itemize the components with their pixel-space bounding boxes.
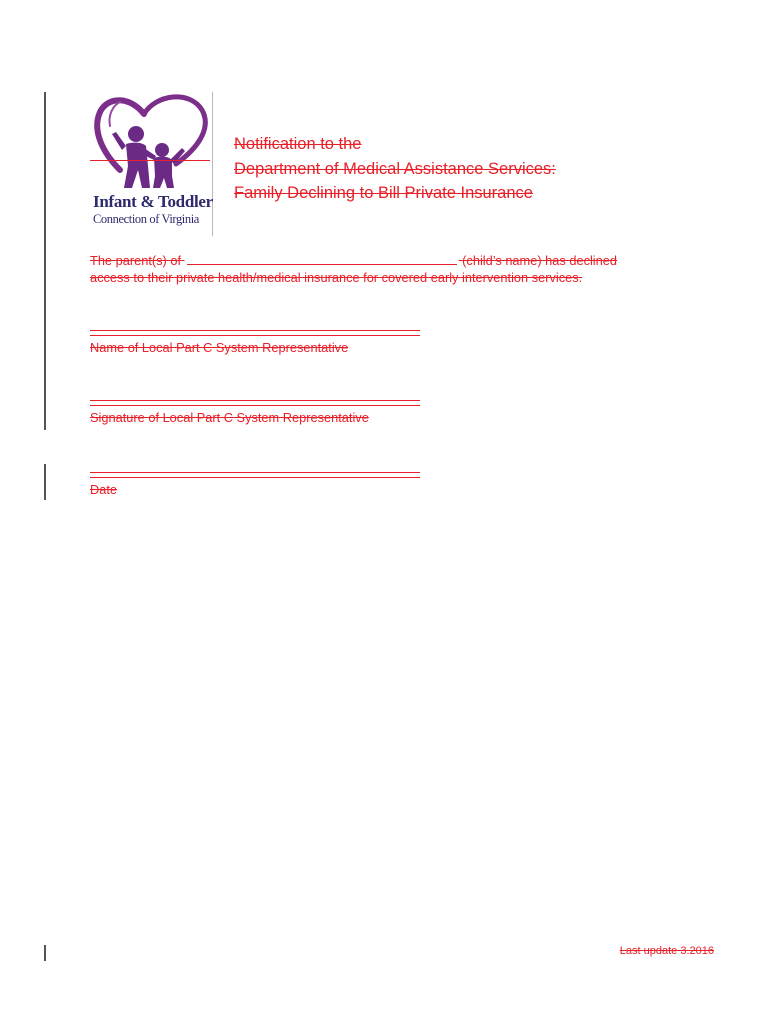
statement-prefix: The parent(s) of <box>90 253 182 268</box>
logo-wordmark <box>93 192 213 226</box>
document-title <box>234 132 556 206</box>
statement-suffix: (child’s name) has declined <box>462 253 618 268</box>
logo-rule <box>90 160 210 161</box>
signature-line <box>90 335 420 336</box>
signature-line <box>90 330 420 331</box>
heart-family-icon <box>90 92 214 192</box>
title-line-1: Notification to the <box>234 135 362 153</box>
logo-line-2: Connection of Virginia <box>93 212 199 226</box>
child-name-blank <box>187 252 457 265</box>
change-bar <box>44 92 46 430</box>
signature-line <box>90 477 420 478</box>
title-line-3: Family Declining to Bill Private Insurance <box>234 184 533 202</box>
signature-line <box>90 400 420 401</box>
rep-signature-block <box>90 400 420 426</box>
title-line-2: Department of Medical Assistance Services: <box>234 159 556 178</box>
declination-statement <box>90 252 690 286</box>
date-label: Date <box>90 482 118 497</box>
last-update-footer: Last update 3.2016 <box>619 945 714 957</box>
change-bar <box>44 464 46 500</box>
statement-line-1 <box>90 252 690 269</box>
date-signature-block <box>90 472 420 498</box>
rep-name-label: Name of Local Part C System Representative <box>90 340 349 355</box>
change-bar <box>44 945 46 961</box>
rep-name-signature-block <box>90 330 420 356</box>
signature-line <box>90 405 420 406</box>
rep-signature-label: Signature of Local Part C System Representative <box>90 410 369 425</box>
signature-line <box>90 472 420 473</box>
logo-line-1: Infant & Toddler <box>93 192 213 211</box>
statement-line-2: access to their private health/medical insurance for covered early intervention services. <box>90 270 583 285</box>
